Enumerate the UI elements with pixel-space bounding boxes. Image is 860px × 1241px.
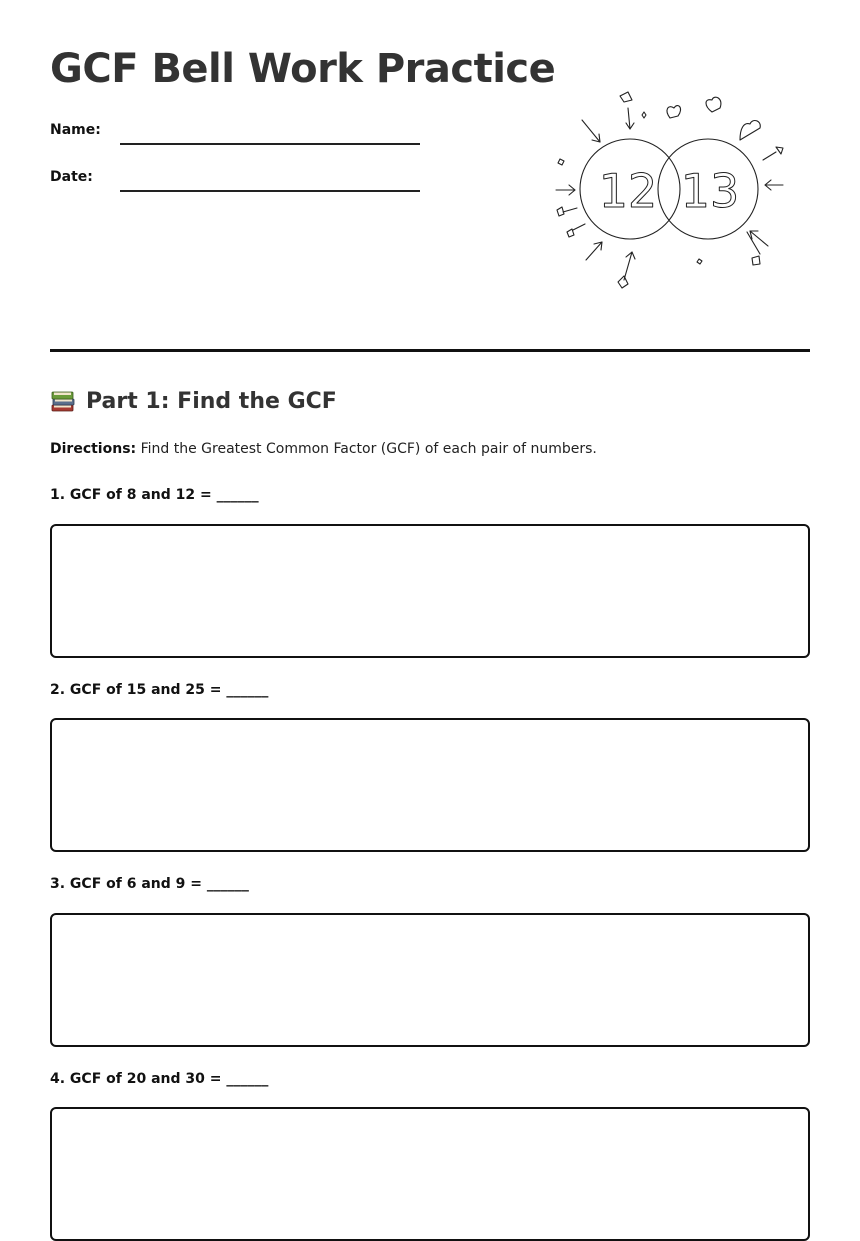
arrow-icon — [557, 207, 577, 216]
heart-icon — [706, 97, 721, 112]
directions-label: Directions: — [50, 441, 137, 457]
question-4: 4. GCF of 20 and 30 = ______ — [50, 1071, 269, 1087]
question-2: 2. GCF of 15 and 25 = ______ — [50, 682, 269, 698]
answer-box-1[interactable] — [50, 524, 810, 658]
venn-right-number: 13 — [680, 164, 740, 218]
question-1: 1. GCF of 8 and 12 = ______ — [50, 487, 259, 503]
section-divider — [50, 349, 810, 352]
date-field[interactable] — [120, 190, 420, 192]
part1-heading — [50, 388, 337, 414]
arrow-icon — [556, 185, 575, 195]
answer-box-3[interactable] — [50, 913, 810, 1047]
worksheet-title: GCF Bell Work Practice — [50, 46, 556, 92]
arrow-icon — [747, 232, 760, 265]
books-icon — [50, 388, 76, 414]
arrow-icon — [586, 242, 602, 260]
name-label: Name: — [50, 122, 101, 138]
heart-icon — [667, 106, 681, 118]
arrow-icon — [765, 180, 783, 190]
venn-diagram-illustration — [540, 84, 800, 294]
heart-icon — [740, 121, 760, 140]
question-3: 3. GCF of 6 and 9 = ______ — [50, 876, 249, 892]
diamond-icon — [697, 259, 702, 264]
venn-left-number: 12 — [598, 164, 658, 218]
date-label: Date: — [50, 169, 93, 185]
arrow-icon — [620, 92, 634, 129]
arrow-icon — [582, 120, 600, 142]
name-field[interactable] — [120, 143, 420, 145]
directions — [50, 441, 597, 457]
arrow-icon — [618, 252, 635, 288]
arrow-icon — [763, 147, 783, 160]
arrow-icon — [750, 231, 768, 246]
diamond-icon — [642, 112, 646, 118]
answer-box-4[interactable] — [50, 1107, 810, 1241]
diamond-icon — [558, 159, 564, 165]
arrow-icon — [567, 224, 585, 237]
part1-heading-text: Part 1: Find the GCF — [86, 388, 337, 414]
directions-text: Find the Greatest Common Factor (GCF) of each pair of numbers. — [140, 441, 597, 457]
answer-box-2[interactable] — [50, 718, 810, 852]
